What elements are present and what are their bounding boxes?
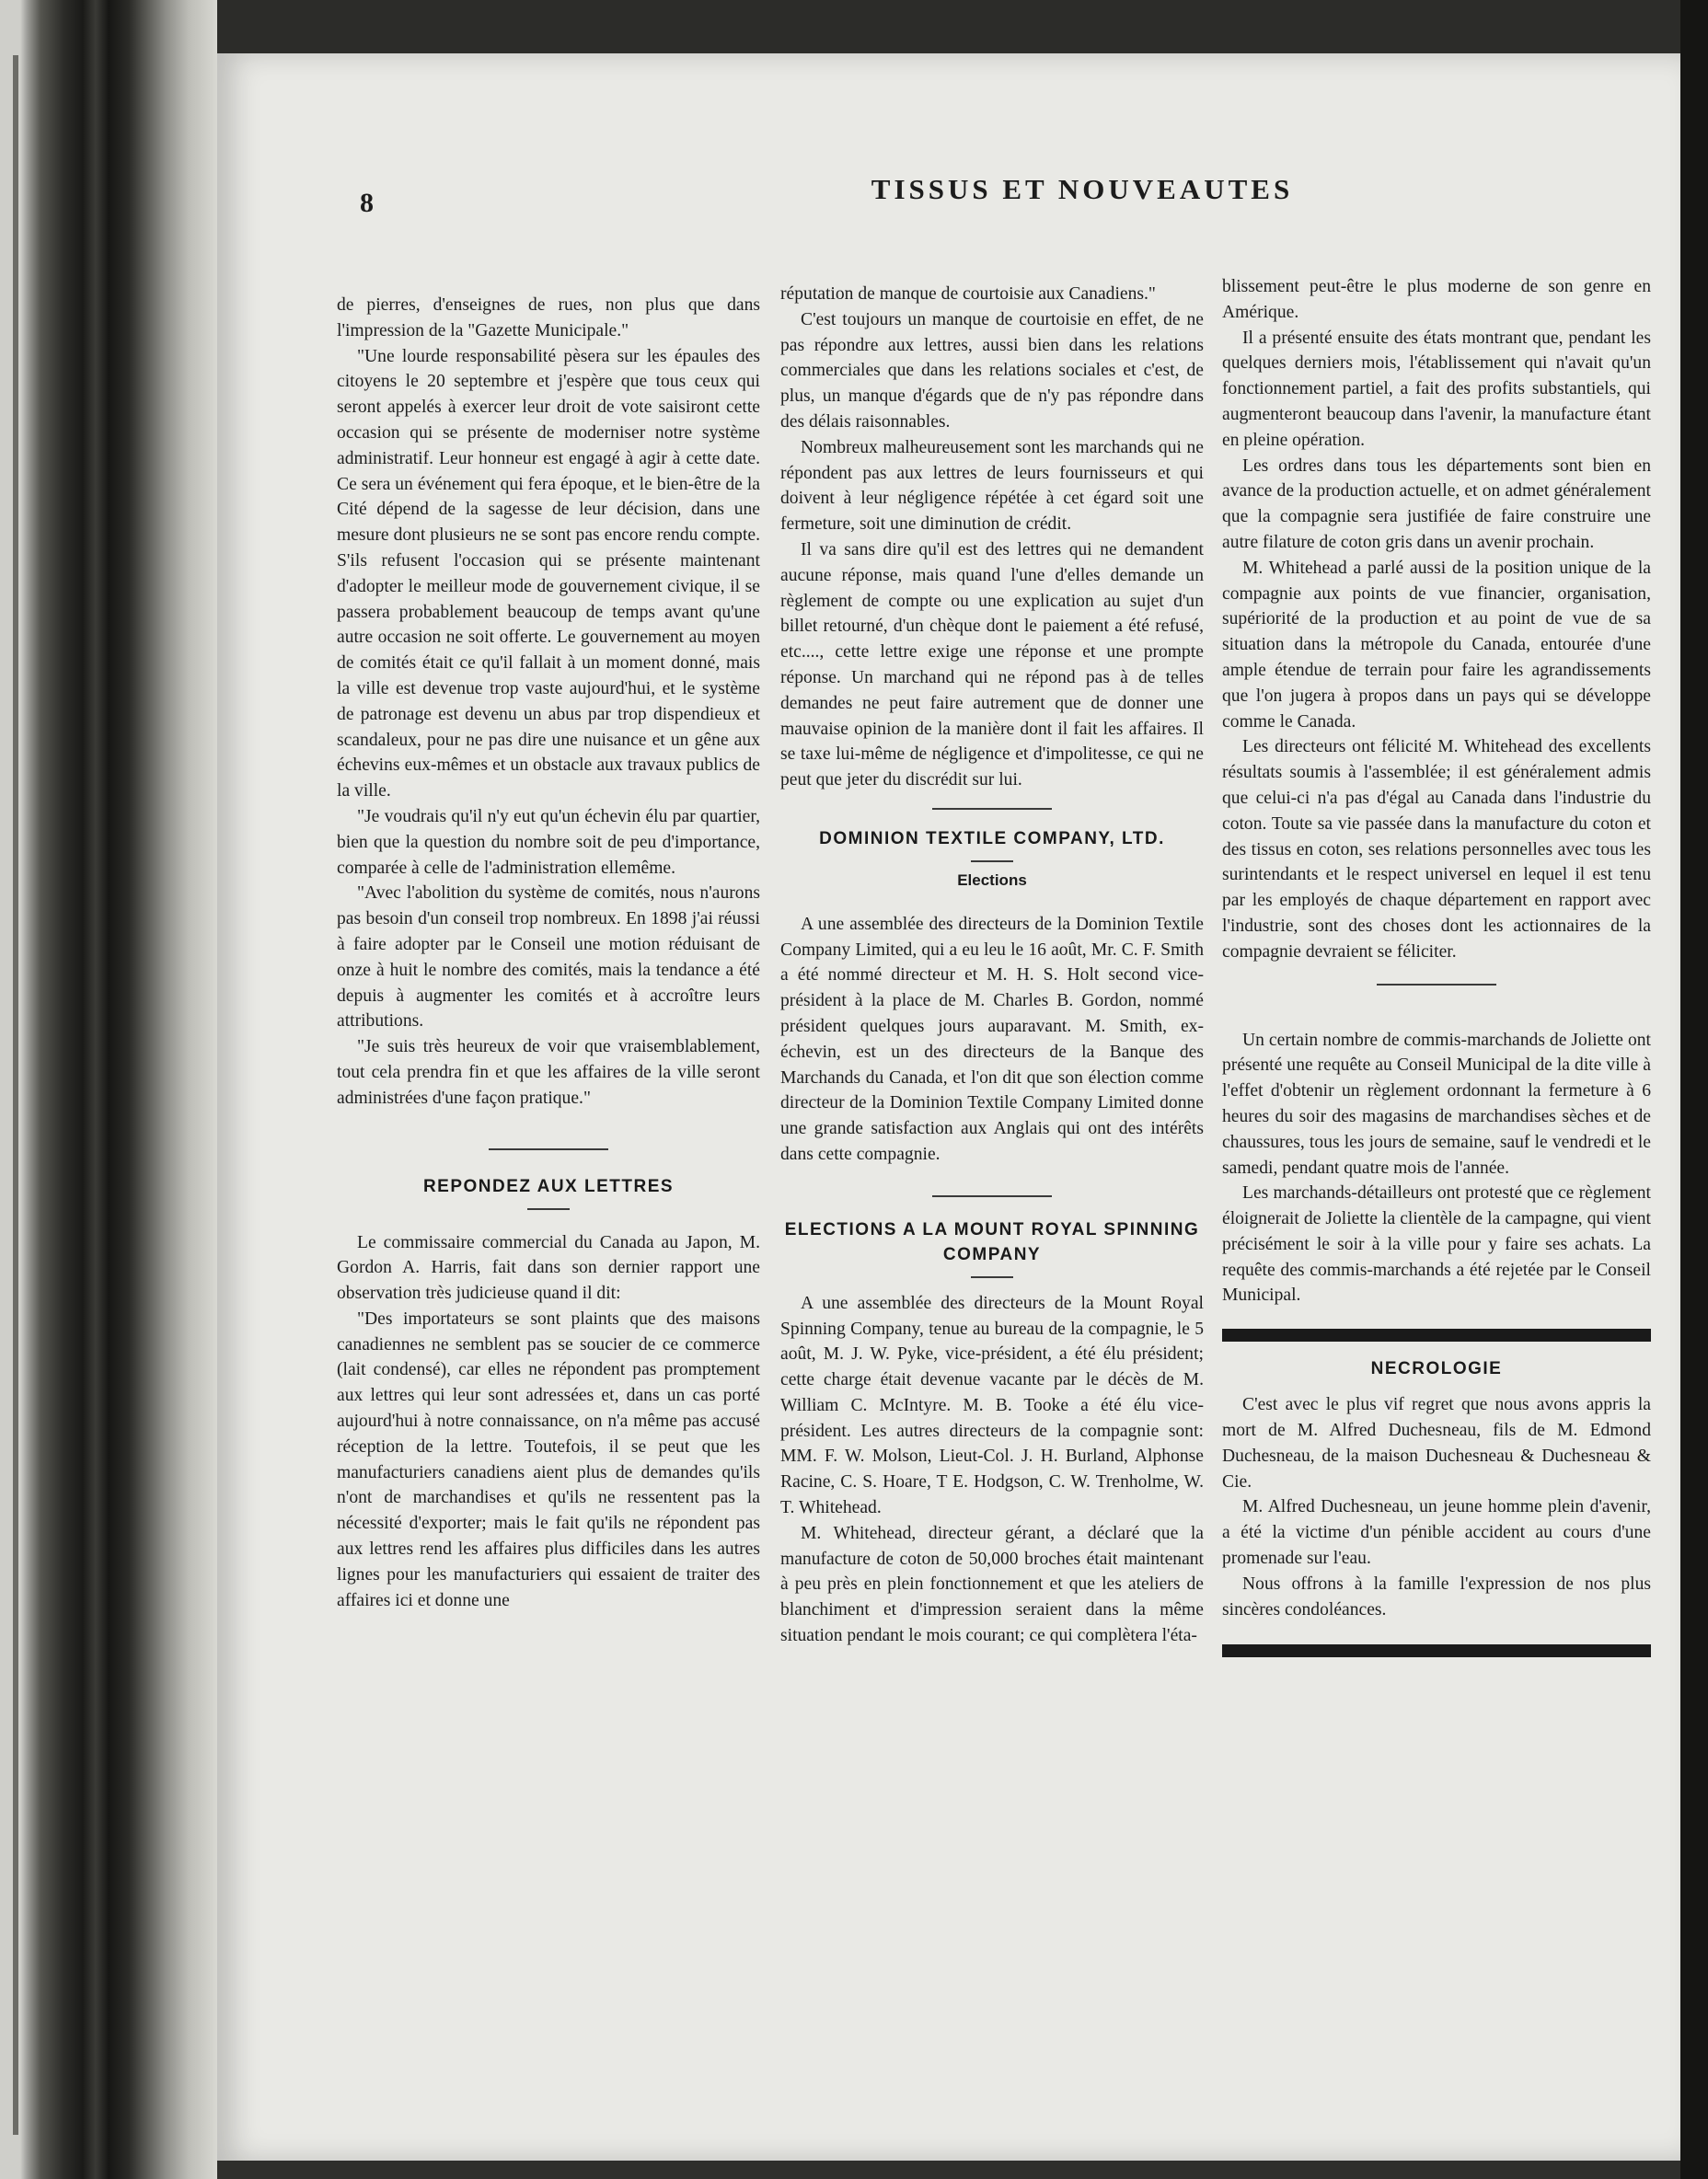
scan-right-border: [1680, 0, 1708, 2179]
paragraph: Il va sans dire qu'il est des lettres qui ne demandent aucune réponse, mais quand l'une d'elles demande un règlement de compte ou une explication au sujet d'un billet retourné, d'un chèque dont le paiement a été refusé, etc...., cette lettre exige une réponse et une prompte réponse. Un marchand qui ne répond pas à de telles demandes ne peut faire autrement que de donner une mauvaise opinion de la manière dont il fait les affaires. Il se taxe lui-même de négligence et d'impolitesse, ce qui ne peut que jeter du discrédit sur lui.: [780, 539, 1204, 790]
column-2: [780, 282, 1204, 1649]
paragraph: Il a présenté ensuite des états montrant que, pendant les quelques derniers mois, l'établissement qui n'avait qu'un fonctionnement partiel, a fait des profits substantiels, qui augmenteront beaucoup dans l'avenir, la manufacture étant en pleine opération.: [1222, 328, 1651, 450]
heavy-rule: [1222, 1644, 1651, 1657]
page-number: 8: [360, 188, 374, 218]
paragraph: Un certain nombre de commis-marchands de Joliette ont présenté une requête au Conseil Municipal de la dite ville à l'effet d'obtenir un règlement ordonnant la fermeture à 6 heures du soir des magasins de marchandises sèches et de chaussures, tous les jours de semaine, sauf le vendredi et le samedi, pendant quatre mois de l'année.: [1222, 1030, 1651, 1178]
section-title-mount-royal: ELECTIONS A LA MOUNT ROYAL SPINNING COMPANY: [784, 1219, 1200, 1264]
section-title-necrologie: NECROLOGIE: [1370, 1359, 1503, 1379]
section-title-repondez: REPONDEZ AUX LETTRES: [422, 1176, 675, 1196]
heavy-rule: [1222, 1329, 1651, 1342]
paragraph: Les marchands-détailleurs ont protesté que ce règlement éloignerait de Joliette la clientèle de la campagne, qui vient précisément le soir à la ville pour y faire ses achats. La requête des commis-marchands a été rejetée par le Conseil Municipal.: [1222, 1183, 1651, 1306]
column-3: [1222, 274, 1651, 1657]
paragraph: "Avec l'abolition du système de comités, nous n'aurons pas besoin d'un conseil trop nombreux. En 1898 j'ai réussi à faire adopter par le Conseil une motion réduisant de onze à huit le nombre des comités, mais la tendance a été depuis à augmenter les comités et à accroître leurs attributions.: [337, 883, 760, 1032]
paragraph: A une assemblée des directeurs de la Dominion Textile Company Limited, qui a eu leu le 16 août, Mr. C. F. Smith a été nommé directeur et M. H. S. Holt second vice-président à la place de M. Charles B. Gordon, nommé président quelques jours auparavant. M. Smith, ex-échevin, est un des directeurs de la Banque des Marchands du Canada, et l'on dit que son élection comme directeur de la Dominion Textile Company Limited donne une grande satisfaction aux Anglais qui ont des intérêts dans cette compagnie.: [780, 914, 1204, 1164]
paragraph: Les directeurs ont félicité M. Whitehead des excellents résultats soumis à l'assemblée; il est généralement admis que celui-ci n'a pas d'égal au Canada dans l'industrie du coton. Toute sa vie passée dans la manufacture du coton et des tissus en coton, ses relations personnelles avec tous les surintendants et le respect universel en lequel il est tenu par les employés de chaque département en rapport avec l'industrie, sont des choses dont les actionnaires de la compagnie devraient se féliciter.: [1222, 737, 1651, 962]
paragraph: "Je suis très heureux de voir que vraisemblablement, tout cela prendra fin et que les affaires de la ville seront administrées d'une façon pratique.": [337, 1037, 760, 1108]
paragraph: M. Whitehead a parlé aussi de la position unique de la compagnie aux points de vue financier, organisation, supériorité de la production et au point de vue de sa situation dans la métropole du Canada, entourée d'une ample étendue de terrain pour faire les agrandissements que l'on jugera à propos dans un pays qui se développe comme le Canada.: [1222, 558, 1651, 732]
paragraph: "Je voudrais qu'il n'y eut qu'un échevin élu par quartier, bien que la question du nombre soit de peu d'importance, comparée à celle de l'administration ellemême.: [337, 806, 760, 878]
paragraph: M. Whitehead, directeur gérant, a déclaré que la manufacture de coton de 50,000 broches était maintenant à peu près en plein fonctionnement et que les ateliers de blanchiment et d'impression seraient dans la même situation pendant le mois courant; ce qui complètera l'éta-: [780, 1523, 1204, 1646]
paragraph: Les ordres dans tous les départements sont bien en avance de la production actuelle, et on admet généralement que la compagnie sera justifiée de faire construire une autre filature de coton gris dans un avenir prochain.: [1222, 455, 1651, 552]
section-title-dominion-textile: DOMINION TEXTILE COMPANY, LTD.: [819, 828, 1165, 848]
paragraph: réputation de manque de courtoisie aux Canadiens.": [780, 284, 1156, 304]
paragraph: Le commissaire commercial du Canada au Japon, M. Gordon A. Harris, fait dans son dernier rapport une observation très judicieuse quand il dit:: [337, 1232, 760, 1304]
paragraph: "Une lourde responsabilité pèsera sur les épaules des citoyens le 20 septembre et j'espère que tous ceux qui seront appelés à exercer leur droit de vote saisiront cette occasion qui se présente de moderniser notre système administratif. Leur honneur est engagé à agir à cette date. Ce sera un événement qui fera époque, et le bien-être de la Cité dépend de la sagesse de leur décision, dans une mesure dont plusieurs ne se sont pas encore rendu compte. S'ils refusent l'occasion qui se présente maintenant d'adopter le meilleur mode de gouvernement civique, il se passera probablement beaucoup de temps avant qu'une autre occasion ne soit offerte. Le gouvernement au moyen de comités était ce qu'il fallait à un moment donné, mais la ville est devenue trop vaste aujourd'hui, et le système de patronage est devenu un abus par trop dispendieux et scandaleux, pour ne pas dire une nuisance et un gêne aux échevins eux-mêmes et un obstacle aux travaux publics de la ville.: [337, 346, 760, 801]
magazine-page: [217, 53, 1680, 2161]
paragraph: "Des importateurs se sont plaints que des maisons canadiennes ne semblent pas se soucier de ce commerce (lait condensé), car elles ne répondent pas promptement aux lettres qui leur sont adressées et, dans un cas porté aujourd'hui à notre connaissance, on n'a même pas accusé réception de la lettre. Toutefois, il se peut que les manufacturiers canadiens aient plus de demandes qu'ils n'ont de marchandises et qu'ils ne ressentent pas la nécessité d'exporter; mais le fait qu'ils ne répondent pas aux lettres rend les affaires plus difficiles dans les autres lignes pour les manufacturiers qui essaient de traiter des affaires ici et donne une: [337, 1309, 760, 1610]
spine-edge: [13, 55, 18, 2135]
section-subtitle-elections: Elections: [957, 870, 1027, 889]
scan-top-border: [217, 0, 1680, 53]
paragraph: blissement peut-être le plus moderne de son genre en Amérique.: [1222, 277, 1651, 322]
paragraph: C'est avec le plus vif regret que nous avons appris la mort de M. Alfred Duchesneau, fils de M. Edmond Duchesneau, de la maison Duchesneau & Duchesneau & Cie.: [1222, 1395, 1651, 1492]
paragraph: M. Alfred Duchesneau, un jeune homme plein d'avenir, a été la victime d'un pénible accident au cours d'une promenade sur l'eau.: [1222, 1497, 1651, 1569]
journal-title: TISSUS ET NOUVEAUTES: [871, 173, 1294, 205]
paragraph: A une assemblée des directeurs de la Mount Royal Spinning Company, tenue au bureau de la compagnie, le 5 août, M. J. W. Pyke, vice-président, a été élu président; cette charge était devenue vacante par le décès de M. William C. McIntyre. M. B. Tooke a été élu vice-président. Les autres directeurs de la compagnie sont: MM. F. W. Molson, Lieut-Col. J. H. Burland, Alphonse Racine, C. S. Hoare, T E. Hodgson, C. W. Trenholme, W. T. Whitehead.: [780, 1293, 1204, 1518]
paragraph: C'est toujours un manque de courtoisie en effet, de ne pas répondre aux lettres, aussi bien dans les relations commerciales que dans les relations sociales et c'est, de plus, un manque d'égards que de n'y pas répondre dans des délais raisonnables.: [780, 309, 1204, 432]
paragraph: Nous offrons à la famille l'expression de nos plus sincères condoléances.: [1222, 1574, 1651, 1620]
book-spine: [0, 0, 217, 2179]
column-1: [337, 293, 760, 1613]
paragraph: de pierres, d'enseignes de rues, non plus que dans l'impression de la "Gazette Municipale.": [337, 295, 760, 340]
paragraph: Nombreux malheureusement sont les marchands qui ne répondent pas aux lettres de leurs fournisseurs et qui doivent à leur négligence répétée à cet égard soit une fermeture, soit une diminution de crédit.: [780, 437, 1204, 535]
